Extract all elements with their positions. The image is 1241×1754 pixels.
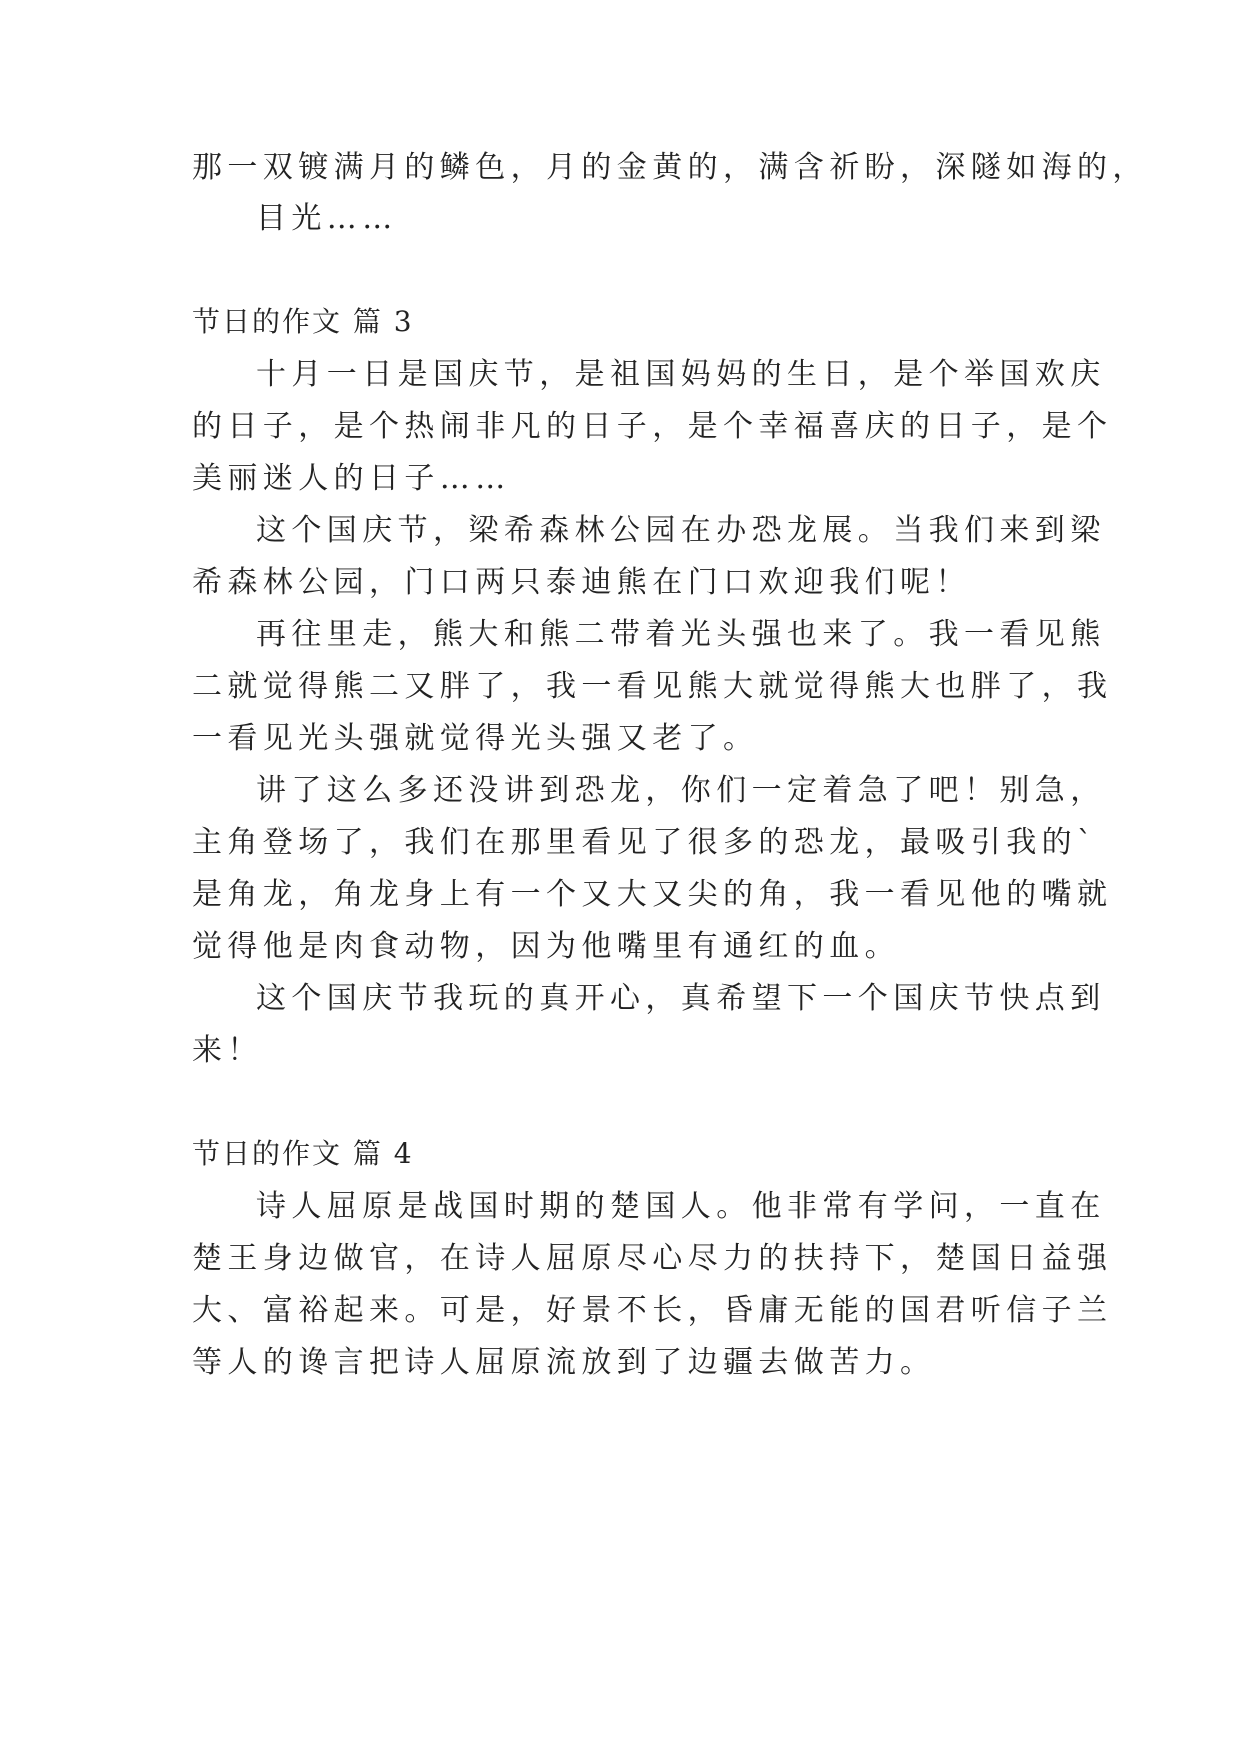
text-line: 的日子，是个热闹非凡的日子，是个幸福喜庆的日子，是个 [192, 409, 1113, 444]
text-line: 是角龙，角龙身上有一个又大又尖的角，我一看见他的嘴就 [192, 877, 1113, 912]
text-line: 再往里走，熊大和熊二带着光头强也来了。我一看见熊 [256, 617, 1106, 652]
text-line: 美丽迷人的日子…… [192, 461, 511, 496]
text-line: 等人的谗言把诗人屈原流放到了边疆去做苦力。 [192, 1345, 936, 1380]
text-line: 十月一日是国庆节，是祖国妈妈的生日，是个举国欢庆 [256, 357, 1106, 392]
text-line: 觉得他是肉食动物，因为他嘴里有通红的血。 [192, 929, 900, 964]
text-line: 目光…… [256, 201, 398, 236]
text-line: 讲了这么多还没讲到恐龙，你们一定着急了吧！别急， [256, 773, 1106, 808]
text-line: 主角登场了，我们在那里看见了很多的恐龙，最吸引我的` [192, 825, 1098, 860]
text-line: 二就觉得熊二又胖了，我一看见熊大就觉得熊大也胖了，我 [192, 669, 1113, 704]
text-line: 楚王身边做官，在诗人屈原尽心尽力的扶持下，楚国日益强 [192, 1241, 1113, 1276]
text-line: 这个国庆节，梁希森林公园在办恐龙展。当我们来到梁 [256, 513, 1106, 548]
text-line: 诗人屈原是战国时期的楚国人。他非常有学问，一直在 [256, 1189, 1106, 1224]
section-heading: 节日的作文 篇 4 [192, 1137, 414, 1170]
text-line: 一看见光头强就觉得光头强又老了。 [192, 721, 759, 756]
text-line: 那一双镀满月的鳞色，月的金黄的，满含祈盼，深隧如海的， [192, 150, 1148, 185]
section-heading: 节日的作文 篇 3 [192, 305, 414, 338]
text-line: 这个国庆节我玩的真开心，真希望下一个国庆节快点到 [256, 981, 1106, 1016]
text-line: 大、富裕起来。可是，好景不长，昏庸无能的国君听信子兰 [192, 1293, 1113, 1328]
text-line: 来！ [192, 1033, 263, 1068]
text-line: 希森林公园，门口两只泰迪熊在门口欢迎我们呢！ [192, 565, 971, 600]
